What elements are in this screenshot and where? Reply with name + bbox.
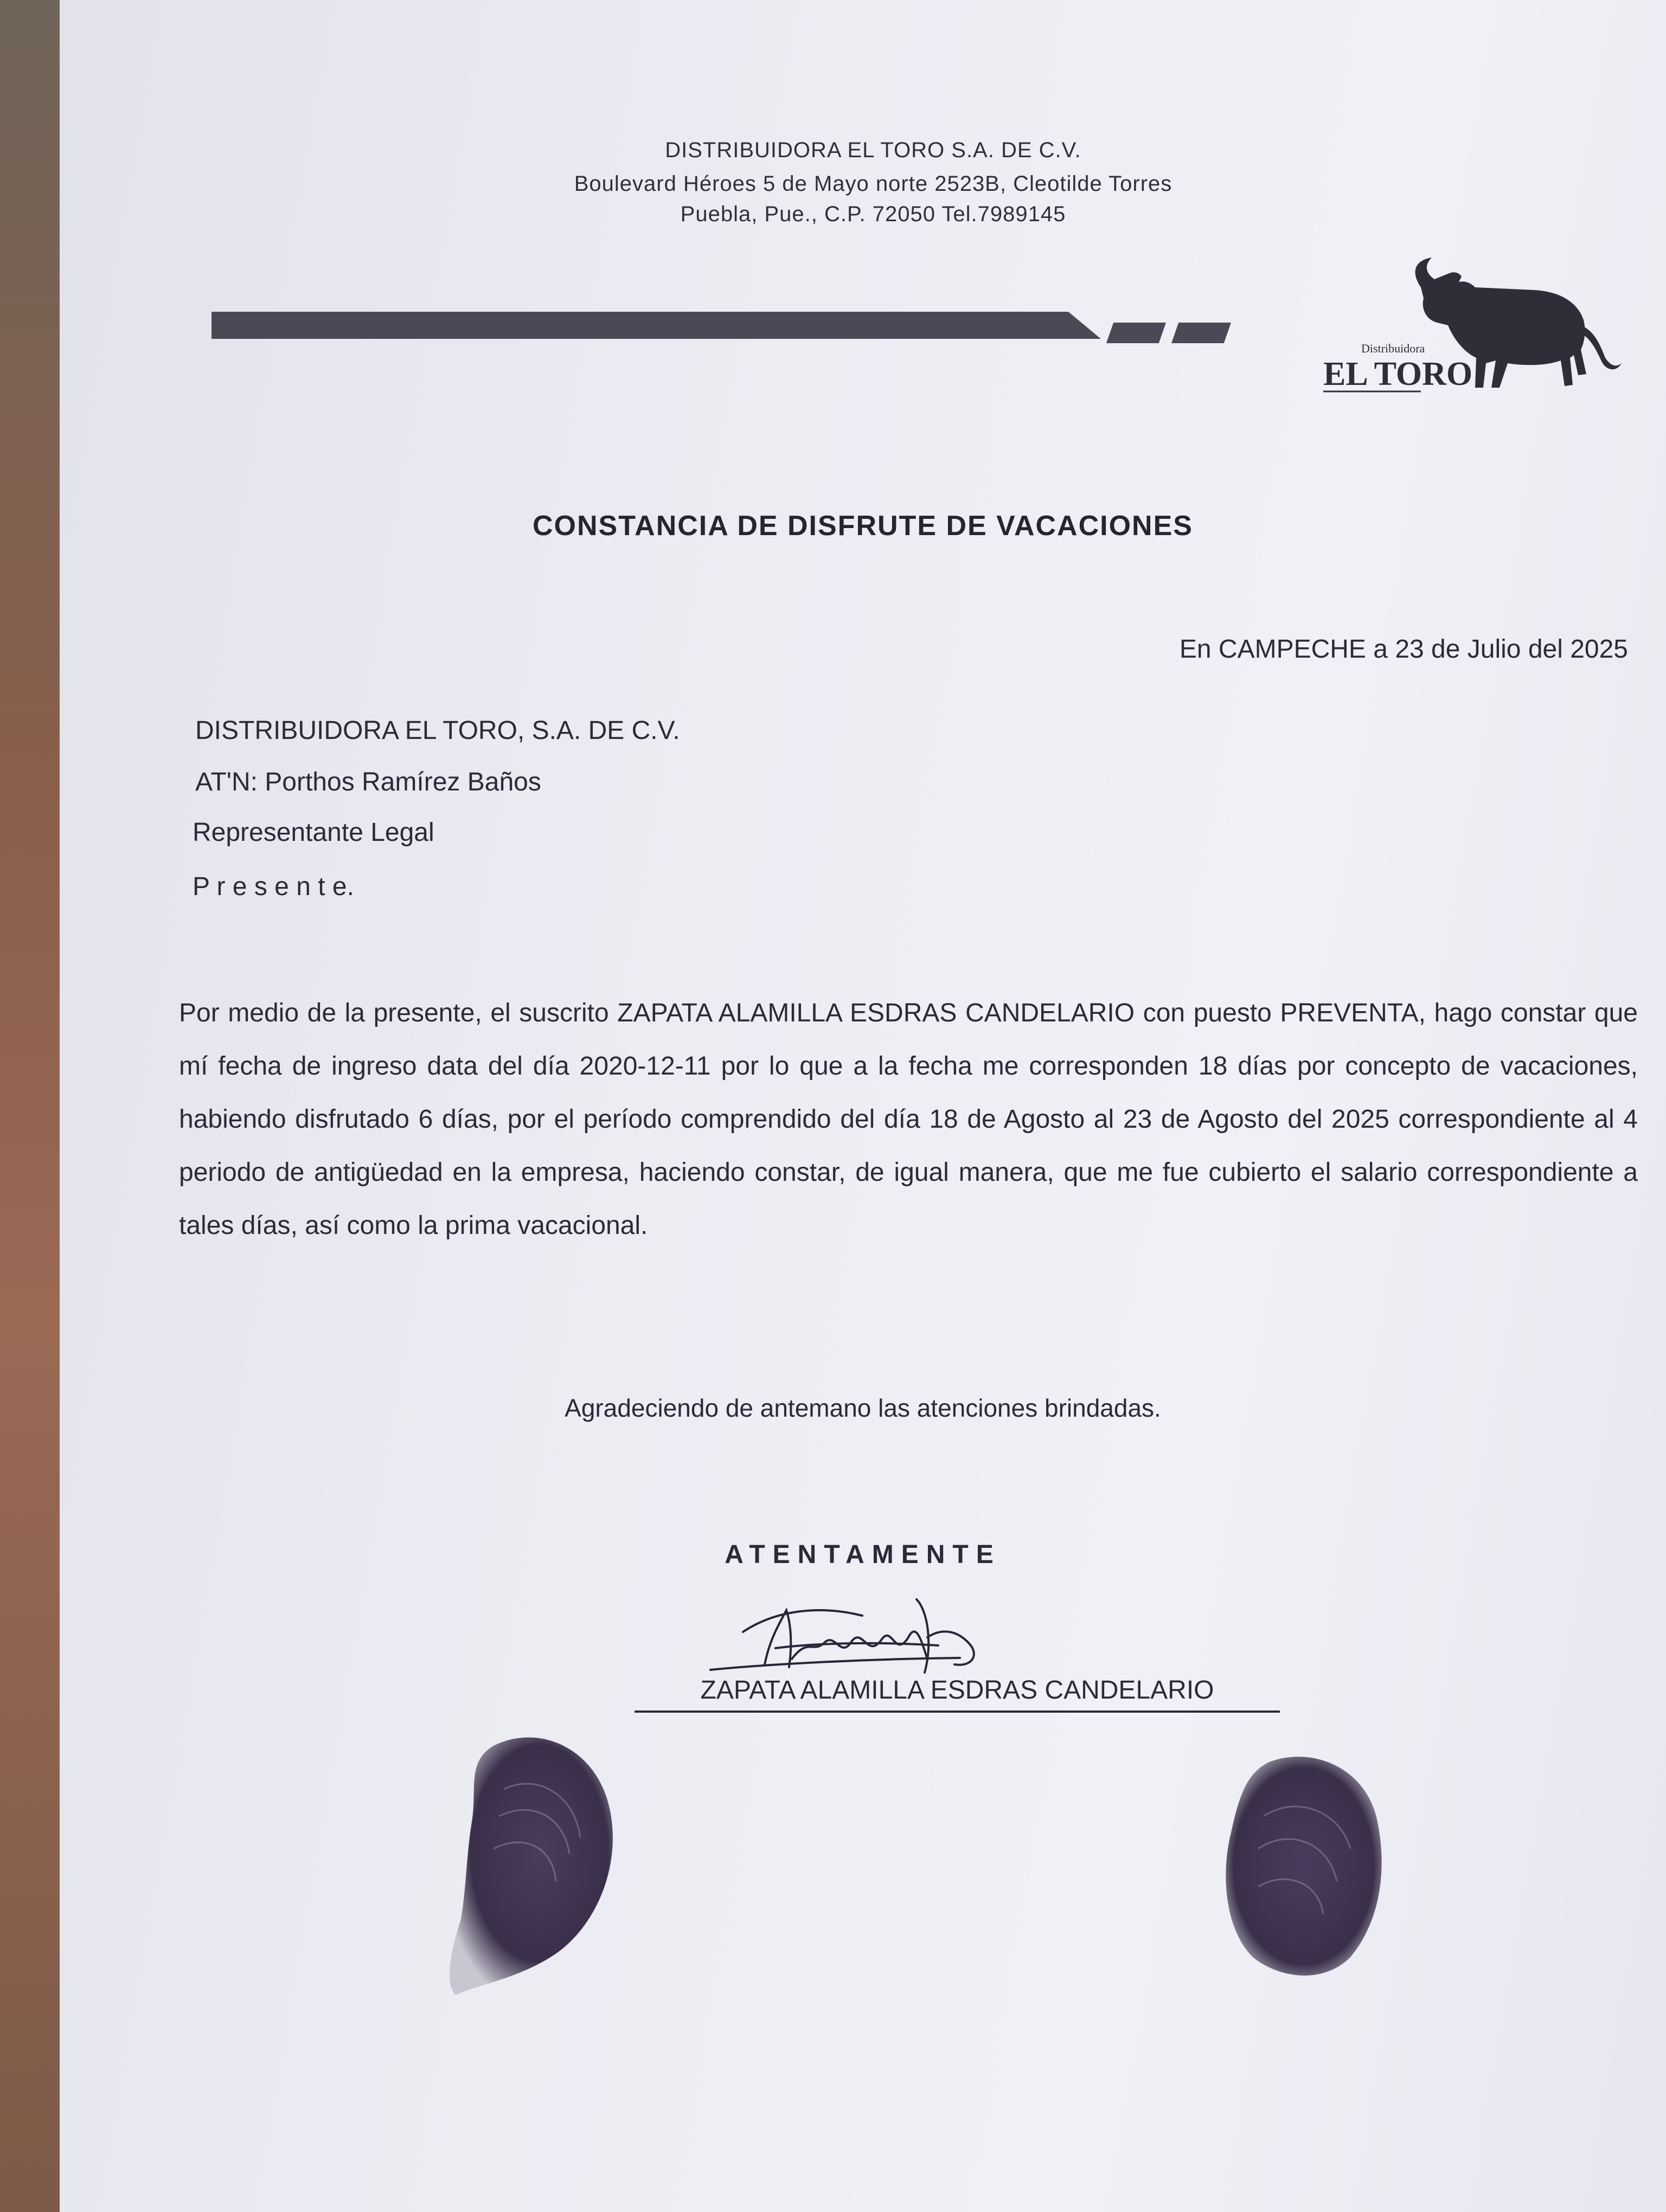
recipient-attn: AT'N: Porthos Ramírez Baños [195, 768, 541, 796]
body-paragraph: Por medio de la presente, el suscrito ZAPATA ALAMILLA ESDRAS CANDELARIO con puesto PREVENTA, hago constar que mí fecha de ingreso data del día 2020-12-11 por lo que a la fecha me corresponden 18 días por concepto de vacaciones, habiendo disfrutado 6 días, por el período comprendido del día 18 de Agosto al 23 de Agosto del 2025 correspondiente al 4 periodo de antigüedad en la empresa, haciendo constar, de igual manera, que me fue cubierto el salario correspondiente a tales días, así como la prima vacacional. [179, 999, 1638, 1240]
place-date: En CAMPECHE a 23 de Julio del 2025 [1179, 635, 1628, 664]
letterhead-bar [212, 312, 1101, 339]
fingerprint-left [412, 1724, 640, 2006]
logo-small-text: Distribuidora [1361, 342, 1425, 355]
recipient-company: DISTRIBUIDORA EL TORO, S.A. DE C.V. [195, 716, 680, 745]
logo-text: EL TORO [1323, 356, 1473, 393]
recipient-role: Representante Legal [193, 818, 434, 847]
fingerprint-right [1204, 1746, 1410, 1995]
el-toro-logo [1253, 249, 1632, 423]
document-page [60, 0, 1666, 2212]
closing-line: Agradeciendo de antemano las atenciones brindadas. [565, 1394, 1161, 1422]
recipient-presente: P r e s e n t e. [193, 872, 354, 901]
atentamente-label: ATENTAMENTE [725, 1540, 1001, 1569]
signatory-name: ZAPATA ALAMILLA ESDRAS CANDELARIO [635, 1675, 1280, 1713]
document-title: CONSTANCIA DE DISFRUTE DE VACACIONES [533, 510, 1193, 542]
letterhead-dash [1106, 323, 1166, 343]
letterhead-address-line1: Boulevard Héroes 5 de Mayo norte 2523B, Cleotilde Torres [574, 172, 1172, 196]
letterhead-address-line2: Puebla, Pue., C.P. 72050 Tel.7989145 [680, 202, 1066, 226]
letterhead-company: DISTRIBUIDORA EL TORO S.A. DE C.V. [665, 138, 1081, 162]
letterhead-dash [1171, 323, 1231, 343]
